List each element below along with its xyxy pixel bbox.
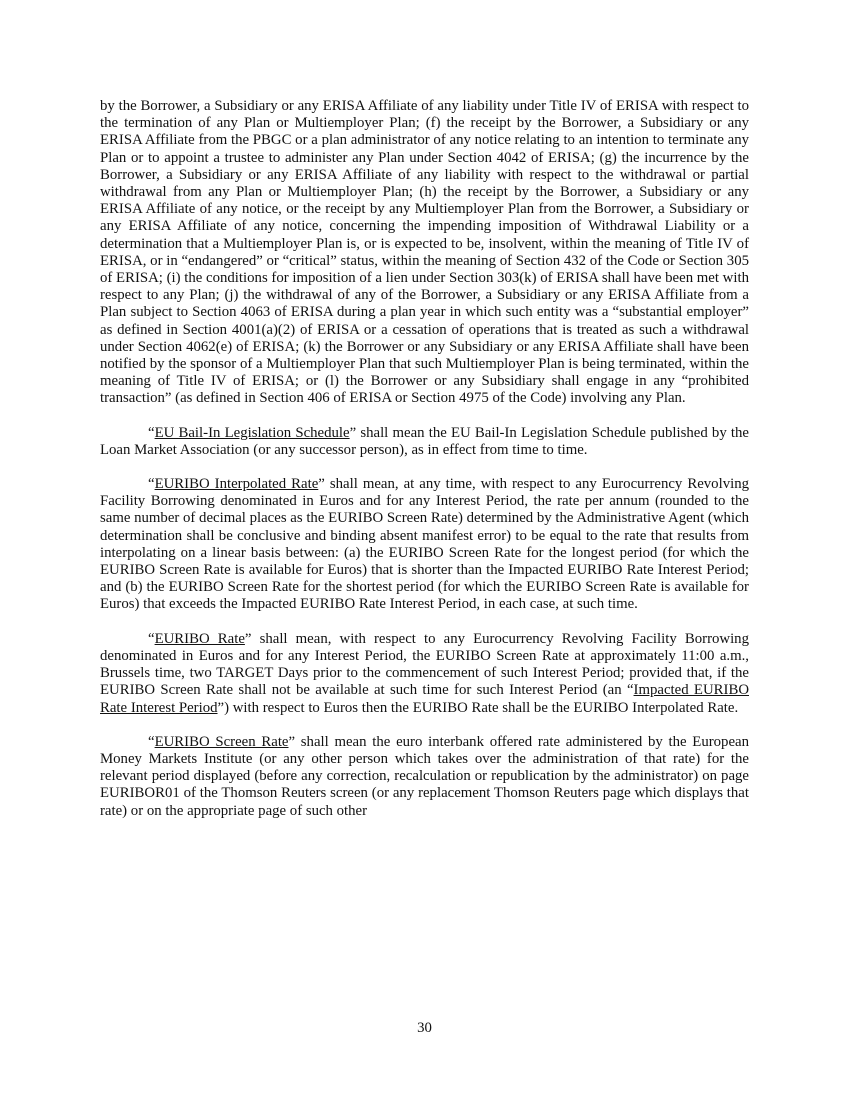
- definition-text-continued: ”) with respect to Euros then the EURIBO Rate shall be the EURIBO Interpolated Rate.: [217, 699, 739, 716]
- open-quote: “: [148, 733, 155, 750]
- definition-eu-bail-in-legislation-schedule: [100, 425, 749, 459]
- erisa-event-continuation-paragraph: [100, 98, 749, 408]
- open-quote: “: [148, 630, 155, 647]
- definition-euribo-rate: [100, 631, 749, 717]
- definition-euribo-interpolated-rate: [100, 476, 749, 614]
- open-quote: “: [148, 476, 155, 493]
- defined-term: EU Bail-In Legislation Schedule: [154, 424, 350, 441]
- inline-defined-term: Impacted EURIBO Rate Interest Period: [100, 682, 749, 716]
- paragraph-text: by the Borrower, a Subsidiary or any ERISA Affiliate of any liability under Title IV of ERISA with respect to the termination of any Plan or Multiemployer Plan; (f) the receipt by the Borrower, a Subsidiary or any ERISA Affiliate from the PBGC or a plan administrator of any notice relating to an intention to terminate any Plan or to appoint a trustee to administer any Plan under Section 4042 of ERISA; (g) the incurrence by the Borrower, a Subsidiary or any ERISA Affiliate of any liability with respect to the withdrawal or partial withdrawal from any Plan or Multiemployer Plan; (h) the receipt by the Borrower, a Subsidiary or any ERISA Affiliate of any notice, or the receipt by any Multiemployer Plan from the Borrower, a Subsidiary or any ERISA Affiliate of any notice, concerning the impending imposition of Withdrawal Liability or a determination that a Multiemployer Plan is, or is expected to be, insolvent, within the meaning of Title IV of ERISA, or in “endangered” or “critical” status, within the meaning of Section 432 of the Code or Section 305 of ERISA; (i) the conditions for imposition of a lien under Section 303(k) of ERISA shall have been met with respect to any Plan; (j) the withdrawal of any of the Borrower, a Subsidiary or any ERISA Affiliate from a Plan subject to Section 4063 of ERISA during a plan year in which such entity was a “substantial employer” as defined in Section 4001(a)(2) of ERISA or a cessation of operations that is treated as such a withdrawal under Section 4062(e) of ERISA; (k) the Borrower or any Subsidiary or any ERISA Affiliate shall have been notified by the sponsor of a Multiemployer Plan that such Multiemployer Plan is being terminated, within the meaning of Title IV of ERISA; or (l) the Borrower or any Subsidiary shall engage in any “prohibited transaction” (as defined in Section 406 of ERISA or Section 4975 of the Code) involving any Plan.: [100, 98, 749, 407]
- document-page: [100, 98, 749, 837]
- defined-term: EURIBO Screen Rate: [154, 733, 289, 750]
- open-quote: “: [148, 424, 155, 441]
- definition-text: ” shall mean the euro interbank offered rate administered by the European Money Markets Institute (or any other person which takes over the administration of that rate) for the relevant period displayed (before any correction, recalculation or republication by the administrator) on page EURIBOR01 of the Thomson Reuters screen (or any replacement Thomson Reuters page which displays that rate) or on the appropriate page of such other: [100, 733, 749, 819]
- defined-term: EURIBO Interpolated Rate: [154, 476, 319, 493]
- page-number: 30: [417, 1020, 432, 1036]
- definition-text: ” shall mean, at any time, with respect to any Eurocurrency Revolving Facility Borrowing denominated in Euros and for any Interest Period, the rate per annum (rounded to the same number of decimal places as the EURIBO Screen Rate) determined by the Administrative Agent (which determination shall be conclusive and binding absent manifest error) to be equal to the rate that results from interpolating on a linear basis between: (a) the EURIBO Screen Rate for the longest period (for which the EURIBO Screen Rate is available for Euros) that is shorter than the Impacted EURIBO Rate Interest Period; and (b) the EURIBO Screen Rate for the shortest period (for which the EURIBO Screen Rate is available for Euros) that exceeds the Impacted EURIBO Rate Interest Period, in each case, at such time.: [100, 476, 749, 613]
- definition-euribo-screen-rate: [100, 734, 749, 820]
- definition-text: ” shall mean, with respect to any Eurocurrency Revolving Facility Borrowing denominated in Euros and for any Interest Period, the EURIBO Screen Rate at approximately 11:00 a.m., Brussels time, two TARGET Days prior to the commencement of such Interest Period; provided that, if the EURIBO Screen Rate shall not be available at such time for such Interest Period (an “: [100, 630, 749, 699]
- defined-term: EURIBO Rate: [154, 630, 245, 647]
- definition-text: ” shall mean the EU Bail-In Legislation Schedule published by the Loan Market Association (or any successor person), as in effect from time to time.: [100, 424, 749, 458]
